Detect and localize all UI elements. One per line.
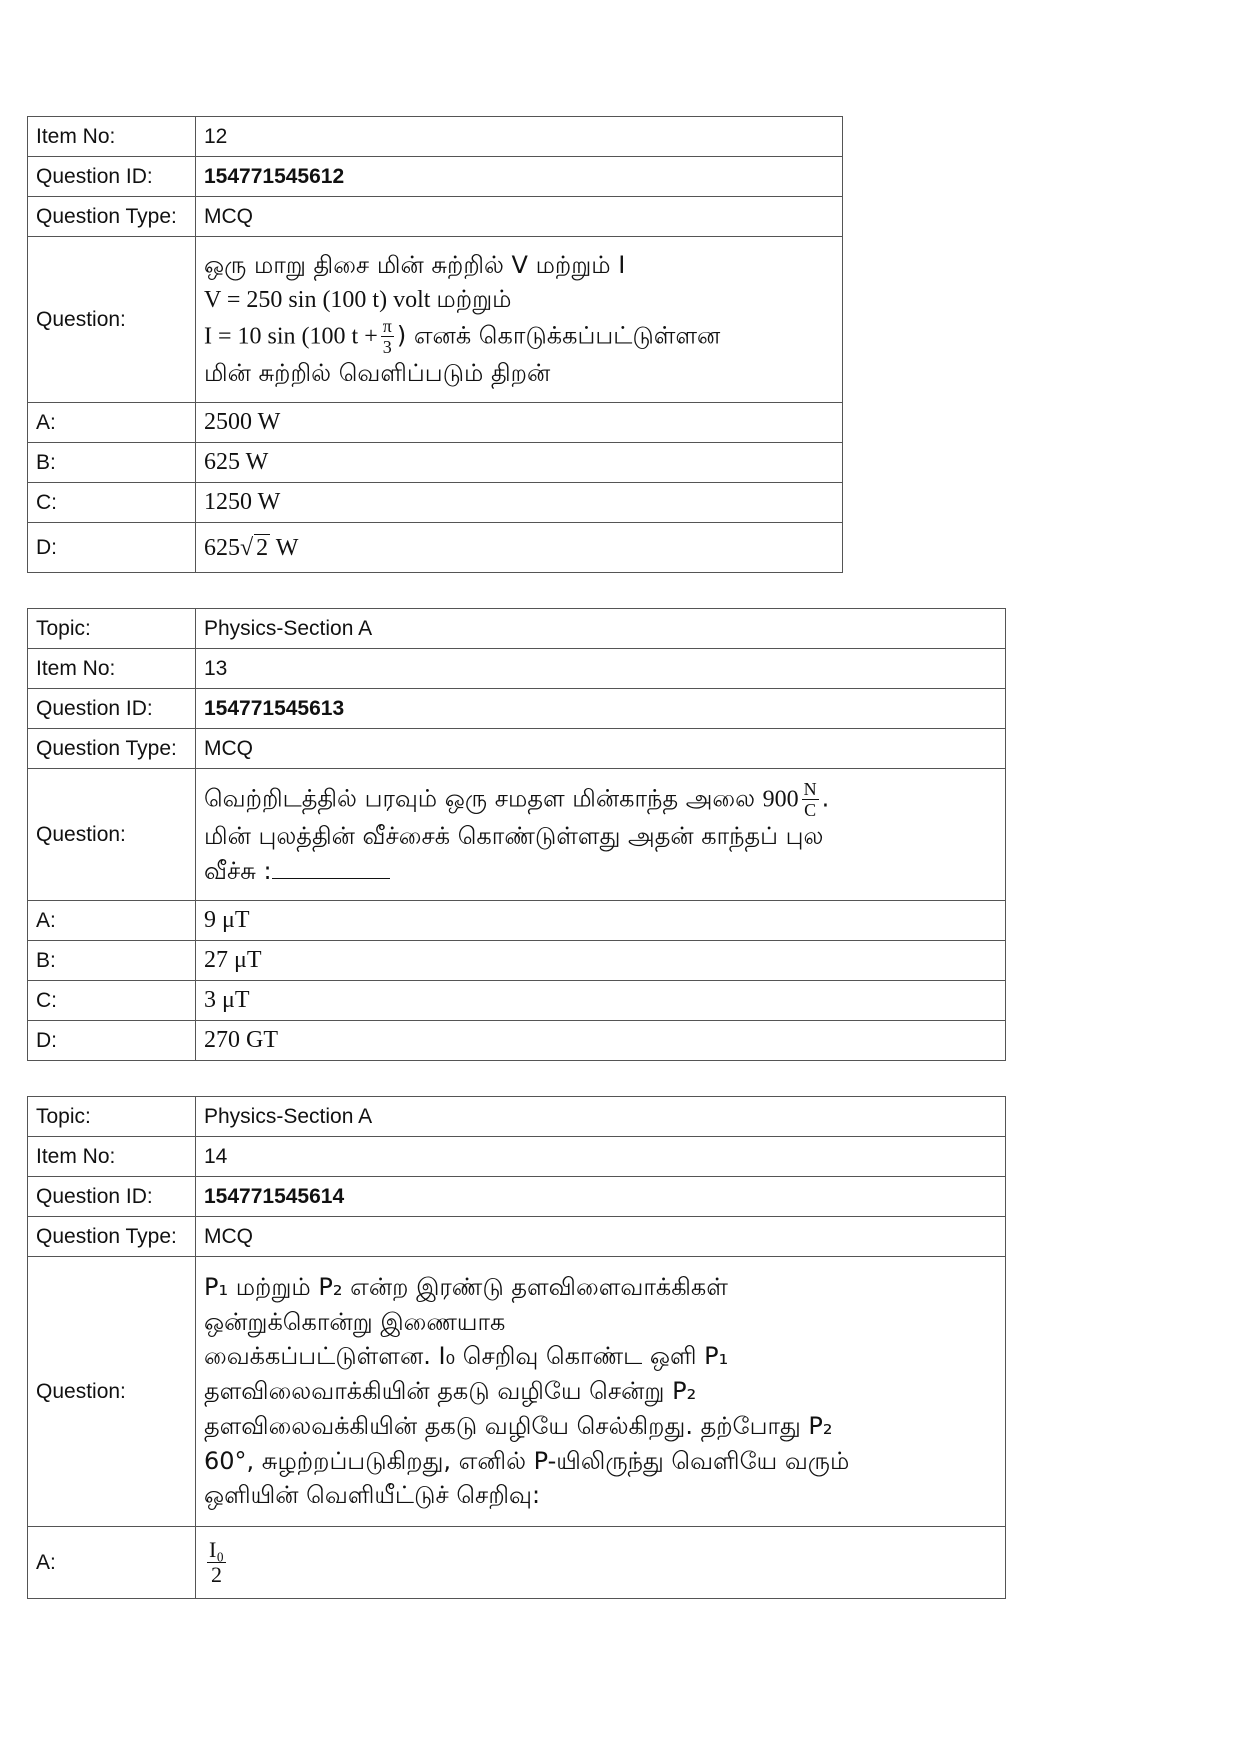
question-label: Question:	[28, 237, 196, 403]
question-type-row	[28, 1217, 1006, 1257]
fraction-numerator: π	[382, 316, 392, 337]
question-line-text: வீச்சு :	[204, 857, 272, 885]
question-line: ஒன்றுக்கொன்று இணையாக	[204, 1307, 506, 1336]
topic-value: Physics-Section A	[196, 609, 1006, 649]
option-c-row	[28, 483, 843, 523]
topic-value: Physics-Section A	[196, 1097, 1006, 1137]
question-id-label: Question ID:	[28, 1177, 196, 1217]
option-d-label: D:	[28, 1021, 196, 1061]
question-id-value: 154771545613	[196, 689, 1006, 729]
question-text	[196, 769, 1006, 901]
option-b-row	[28, 941, 1006, 981]
option-d-row	[28, 1021, 1006, 1061]
option-a-fraction	[207, 1539, 226, 1586]
option-a-label: A:	[28, 403, 196, 443]
option-a-value: 9 μT	[196, 901, 1006, 941]
option-a-label: A:	[28, 901, 196, 941]
option-a-value	[196, 1527, 1006, 1599]
option-c-label: C:	[28, 483, 196, 523]
question-line-text: வெற்றிடத்தில் பரவும் ஒரு சமதள மின்காந்த அலை	[204, 784, 756, 813]
question-line-end: .	[821, 784, 830, 813]
item-no-value: 12	[196, 117, 843, 157]
question-label: Question:	[28, 1257, 196, 1527]
option-b-label: B:	[28, 941, 196, 981]
question-line	[204, 780, 997, 819]
question-line-end: ) எனக் கொடுக்கப்பட்டுள்ளன	[396, 321, 721, 350]
question-id-label: Question ID:	[28, 157, 196, 197]
option-c-row	[28, 981, 1006, 1021]
option-c-value: 3 μT	[196, 981, 1006, 1021]
option-d-value: 270 GT	[196, 1021, 1006, 1061]
option-d-coefficient: 625	[204, 534, 240, 561]
question-row	[28, 237, 843, 403]
answer-blank	[272, 860, 390, 879]
option-c-label: C:	[28, 981, 196, 1021]
question-type-value: MCQ	[196, 729, 1006, 769]
question-line	[204, 317, 834, 356]
option-a-row	[28, 1527, 1006, 1599]
question-id-label: Question ID:	[28, 689, 196, 729]
option-d-unit: W	[275, 534, 299, 561]
current-expression: I = 10 sin (100 t +	[204, 323, 378, 350]
question-label: Question:	[28, 769, 196, 901]
topic-label: Topic:	[28, 1097, 196, 1137]
unit-fraction	[802, 780, 819, 819]
fraction-denominator: 3	[382, 337, 392, 358]
question-13-table	[27, 608, 1006, 1061]
question-line	[204, 854, 997, 889]
item-no-label: Item No:	[28, 649, 196, 689]
phase-fraction	[381, 317, 394, 356]
question-id-row	[28, 157, 843, 197]
topic-row	[28, 609, 1006, 649]
item-no-value: 14	[196, 1137, 1006, 1177]
option-b-value: 27 μT	[196, 941, 1006, 981]
question-id-row	[28, 1177, 1006, 1217]
item-no-row	[28, 1137, 1006, 1177]
question-line: மின் சுற்றில் வெளிப்படும் திறன்	[204, 359, 551, 388]
question-type-label: Question Type:	[28, 1217, 196, 1257]
question-line: P₁ மற்றும் P₂ என்ற இரண்டு தளவிளைவாக்கிகள்	[204, 1272, 728, 1301]
item-no-label: Item No:	[28, 117, 196, 157]
question-text	[196, 1257, 1006, 1527]
option-b-row	[28, 443, 843, 483]
question-id-value: 154771545614	[196, 1177, 1006, 1217]
option-b-value: 625 W	[196, 443, 843, 483]
question-type-value: MCQ	[196, 1217, 1006, 1257]
question-type-row	[28, 729, 1006, 769]
question-type-row	[28, 197, 843, 237]
option-a-value: 2500 W	[196, 403, 843, 443]
question-line: வைக்கப்பட்டுள்ளன. I₀ செறிவு கொண்ட ஒளி P₁	[204, 1342, 729, 1371]
question-12-table	[27, 116, 843, 573]
question-line: 60°, சுழற்றப்படுகிறது, எனில் P-யிலிருந்து வெளியே வரும்	[204, 1446, 850, 1475]
question-line: ஒளியின் வெளியீட்டுச் செறிவு:	[204, 1481, 541, 1510]
option-a-label: A:	[28, 1527, 196, 1599]
question-line: V = 250 sin (100 t) volt மற்றும்	[204, 286, 512, 313]
question-row	[28, 1257, 1006, 1527]
option-d-row	[28, 523, 843, 573]
field-value: 900	[762, 786, 799, 813]
question-14-table	[27, 1096, 1006, 1599]
question-line: தளவிலைவக்கியின் தகடு வழியே செல்கிறது. தற்போது P₂	[204, 1411, 833, 1440]
item-no-row	[28, 649, 1006, 689]
topic-label: Topic:	[28, 609, 196, 649]
option-d-root: 2	[256, 534, 269, 561]
option-d-label: D:	[28, 523, 196, 573]
question-line: ஒரு மாறு திசை மின் சுற்றில் V மற்றும் I	[204, 250, 626, 279]
question-id-row	[28, 689, 1006, 729]
option-c-value: 1250 W	[196, 483, 843, 523]
item-no-label: Item No:	[28, 1137, 196, 1177]
question-line: தளவிலைவாக்கியின் தகடு வழியே சென்று P₂	[204, 1377, 697, 1406]
question-row	[28, 769, 1006, 901]
option-a-row	[28, 901, 1006, 941]
question-type-label: Question Type:	[28, 729, 196, 769]
option-b-label: B:	[28, 443, 196, 483]
fraction-numerator: N	[803, 779, 817, 800]
item-no-value: 13	[196, 649, 1006, 689]
question-line: மின் புலத்தின் வீச்சைக் கொண்டுள்ளது அதன் காந்தப் புல	[204, 822, 824, 851]
fraction-denominator: 2	[211, 1562, 222, 1587]
question-type-value: MCQ	[196, 197, 843, 237]
fraction-numerator: I₀	[209, 1537, 224, 1562]
question-type-label: Question Type:	[28, 197, 196, 237]
question-text	[196, 237, 843, 403]
fraction-denominator: C	[804, 800, 817, 821]
option-d-value: 625√ 2 W	[196, 523, 843, 573]
question-id-value: 154771545612	[196, 157, 843, 197]
topic-row	[28, 1097, 1006, 1137]
item-no-row	[28, 117, 843, 157]
option-a-row	[28, 403, 843, 443]
